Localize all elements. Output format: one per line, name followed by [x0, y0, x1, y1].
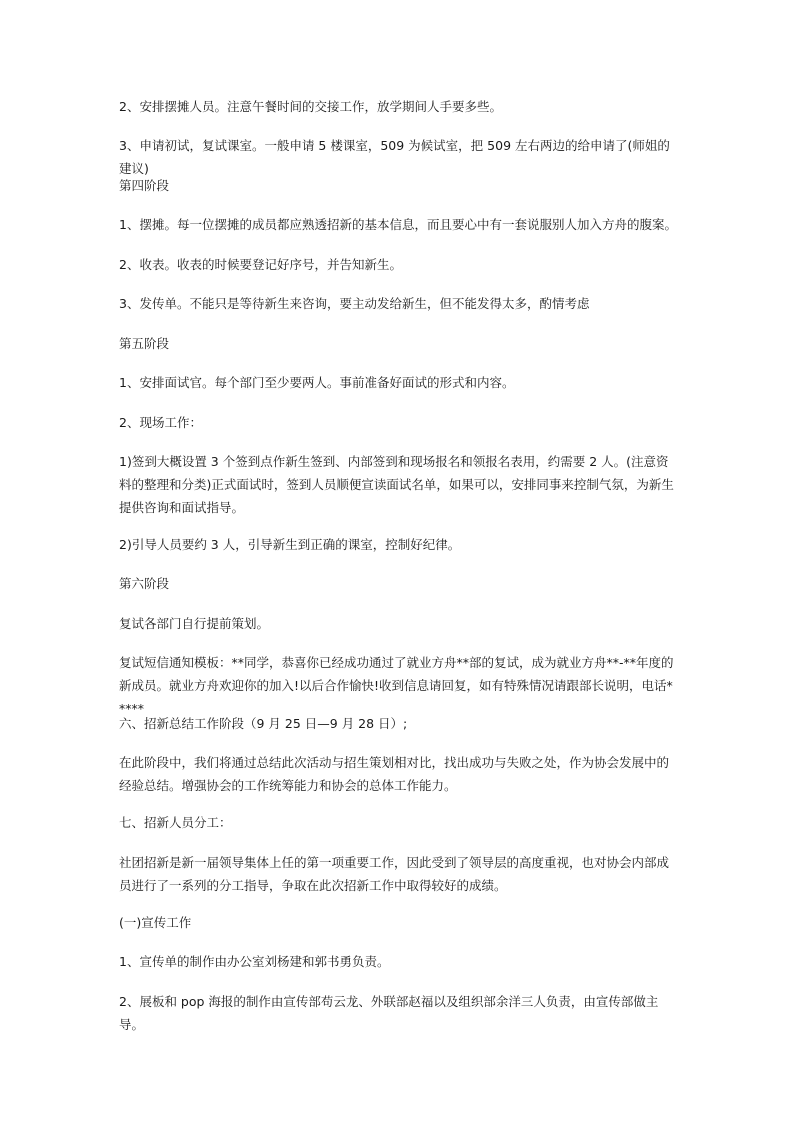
- paragraph-retest-planning: 复试各部门自行提前策划。: [119, 616, 270, 631]
- paragraph-collect-forms: 2、收表。收表的时候要登记好序号，并告知新生。: [119, 257, 402, 272]
- paragraph-flyer-production: 1、宣传单的制作由办公室刘杨建和郭书勇负责。: [119, 954, 390, 969]
- paragraph-sms-template: 复试短信通知模板：**同学，恭喜你已经成功通过了就业方舟**部的复试，成为就业方舟**-**年度的新成员。就业方舟欢迎你的加入!以后合作愉快!收到信息请回复，如有特殊情况请跟部长说明，电话*****: [119, 655, 674, 716]
- paragraph-summary: 在此阶段中，我们将通过总结此次活动与招生策划相对比，找出成功与失败之处，作为协会发展中的经验总结。增强协会的工作统筹能力和协会的总体工作能力。: [119, 755, 670, 793]
- paragraph-apply-classrooms: 3、申请初试，复试课室。一般申请 5 楼课室，509 为候试室，把 509 左右两边的给申请了(师姐的建议): [119, 138, 670, 176]
- paragraph-onsite-work: 2、现场工作：: [119, 415, 202, 430]
- paragraph-interviewers: 1、安排面试官。每个部门至少要两人。事前准备好面试的形式和内容。: [119, 375, 515, 390]
- heading-stage-five: 第五阶段: [119, 336, 170, 351]
- paragraph-flyers: 3、发传单。不能只是等待新生来咨询，要主动发给新生，但不能发得太多，酌情考虑: [119, 296, 590, 311]
- paragraph-checkin: 1)签到大概设置 3 个签到点作新生签到、内部签到和现场报名和领报名表用，约需要 2 人。(注意资料的整理和分类)正式面试时，签到人员顺便宣读面试名单，如果可以，安排同事来控制气氛，为新生提供咨询和面试指导。: [119, 454, 674, 515]
- paragraph-stall-staff: 2、安排摆摊人员。注意午餐时间的交接工作，放学期间人手要多些。: [119, 99, 502, 114]
- heading-summary-stage: 六、招新总结工作阶段（9 月 25 日—9 月 28 日）;: [119, 716, 408, 731]
- heading-publicity: (一)宣传工作: [119, 915, 192, 930]
- paragraph-recruitment-intro: 社团招新是新一届领导集体上任的第一项重要工作，因此受到了领导层的高度重视，也对协会内部成员进行了一系列的分工指导，争取在此次招新工作中取得较好的成绩。: [119, 855, 670, 893]
- heading-staff-division: 七、招新人员分工：: [119, 815, 232, 830]
- paragraph-guides: 2)引导人员要约 3 人，引导新生到正确的课室，控制好纪律。: [119, 537, 461, 552]
- heading-stage-six: 第六阶段: [119, 576, 170, 591]
- paragraph-stall: 1、摆摊。每一位摆摊的成员都应熟透招新的基本信息，而且要心中有一套说服别人加入方舟的腹案。: [119, 217, 677, 232]
- heading-stage-four: 第四阶段: [119, 178, 170, 193]
- paragraph-poster-production: 2、展板和 pop 海报的制作由宣传部苟云龙、外联部赵福以及组织部余洋三人负责，由宣传部做主导。: [119, 994, 659, 1032]
